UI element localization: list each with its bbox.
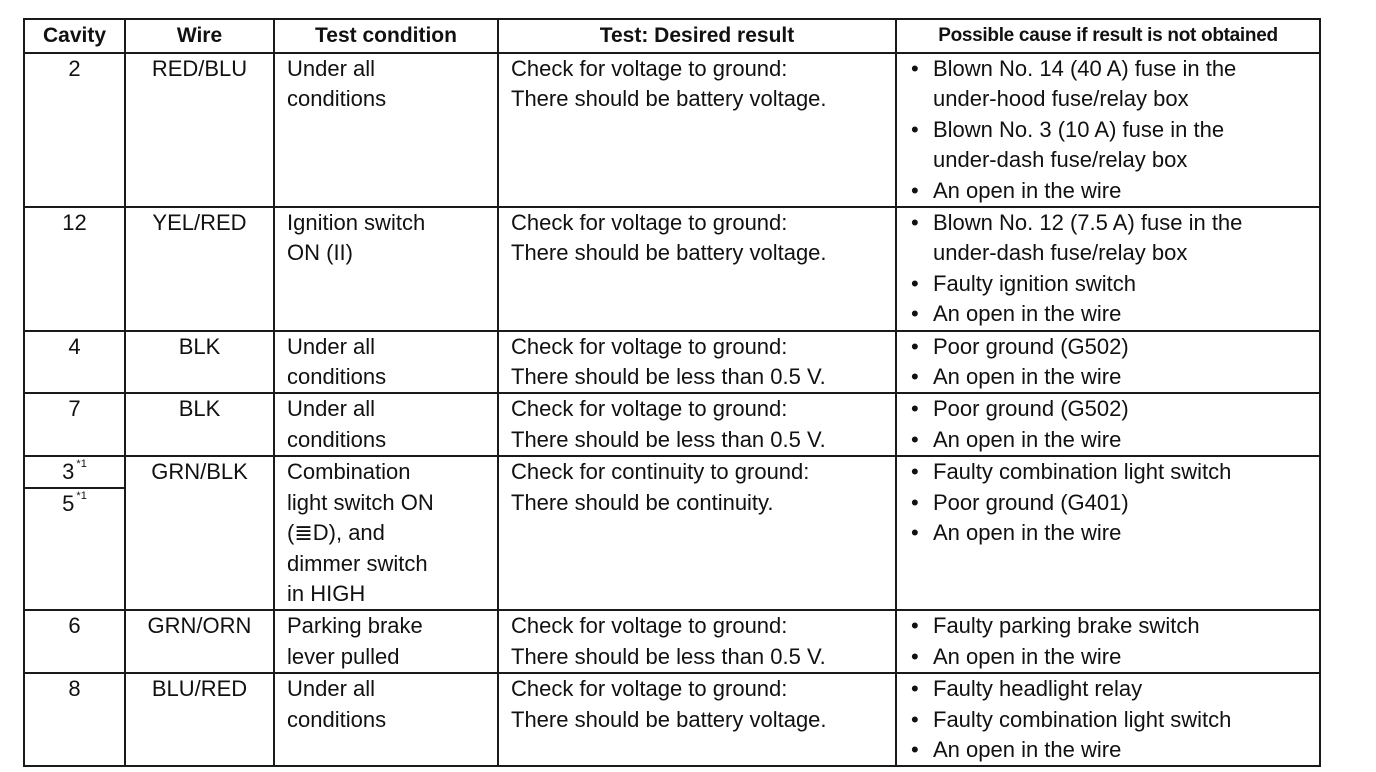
condition-line: in HIGH <box>287 580 366 606</box>
cause-item: • Faulty ignition switch <box>909 269 1319 299</box>
cause-item: • An open in the wire <box>909 362 1319 392</box>
cause-cell <box>896 393 1320 456</box>
bullet-icon: • <box>911 396 919 422</box>
result-line: Check for voltage to ground: <box>511 613 788 639</box>
header-wire: Wire <box>125 19 274 53</box>
cavity-cell: 12 <box>24 207 125 331</box>
cause-cell <box>896 610 1320 673</box>
cause-item: • An open in the wire <box>909 735 1319 765</box>
cause-item: • An open in the wire <box>909 642 1319 672</box>
result-line: There should be battery voltage. <box>511 240 827 266</box>
condition-line: conditions <box>287 86 387 112</box>
cavity-cell: 7 <box>24 393 125 456</box>
header-test-condition: Test condition <box>274 19 498 53</box>
bullet-icon: • <box>911 520 919 546</box>
result-cell <box>498 331 896 394</box>
bullet-icon: • <box>911 364 919 390</box>
cavity-cell: 8 <box>24 673 125 766</box>
cause-item: • Poor ground (G502) <box>909 332 1319 362</box>
cause-item: • Faulty combination light switch <box>909 705 1319 735</box>
result-cell <box>498 673 896 766</box>
cause-item: • Blown No. 3 (10 A) fuse in the <box>909 115 1319 145</box>
result-line: There should be battery voltage. <box>511 86 827 112</box>
header-desired-result: Test: Desired result <box>498 19 896 53</box>
table-row <box>24 53 1320 207</box>
condition-line: Under all <box>287 676 376 702</box>
result-line: There should be less than 0.5 V. <box>511 426 826 452</box>
bullet-icon: • <box>911 301 919 327</box>
cause-item: • Blown No. 14 (40 A) fuse in the <box>909 54 1319 84</box>
condition-cell <box>274 53 498 207</box>
bullet-icon: • <box>911 736 919 762</box>
header-cavity: Cavity <box>24 19 125 53</box>
wire-cell: BLK <box>125 331 274 394</box>
cause-item-continued: under-dash fuse/relay box <box>933 147 1188 173</box>
condition-cell <box>274 331 498 394</box>
cause-item: • Blown No. 12 (7.5 A) fuse in the <box>909 208 1319 238</box>
condition-line: Combination <box>287 459 411 485</box>
cause-item: • Poor ground (G502) <box>909 394 1319 424</box>
cause-item: • Poor ground (G401) <box>909 488 1319 518</box>
cause-item: • Faulty headlight relay <box>909 674 1319 704</box>
wire-cell: GRN/ORN <box>125 610 274 673</box>
condition-line: ON (II) <box>287 240 353 266</box>
result-line: Check for voltage to ground: <box>511 676 788 702</box>
result-line: Check for voltage to ground: <box>511 333 788 359</box>
wire-cell: GRN/BLK <box>125 456 274 610</box>
bullet-icon: • <box>911 706 919 732</box>
result-cell <box>498 207 896 331</box>
bullet-icon: • <box>911 270 919 296</box>
condition-line: (≣D), and <box>287 520 385 546</box>
cause-item: • An open in the wire <box>909 299 1319 329</box>
table-row <box>24 456 1320 610</box>
result-line: There should be less than 0.5 V. <box>511 643 826 669</box>
cause-item: • An open in the wire <box>909 425 1319 455</box>
cavity-sub-cell: 5 $^{*1}$ <box>62 490 87 517</box>
condition-line: Parking brake <box>287 613 423 639</box>
table-header-row <box>24 19 1320 53</box>
table-row <box>24 393 1320 456</box>
cause-item-continued: under-dash fuse/relay box <box>933 240 1188 266</box>
result-line: Check for voltage to ground: <box>511 396 788 422</box>
cause-cell <box>896 456 1320 610</box>
cavity-sub-cell: 3 $^{*1}$ <box>25 457 124 489</box>
cause-item-continued: under-hood fuse/relay box <box>933 86 1189 112</box>
table-row <box>24 331 1320 394</box>
condition-line: light switch ON <box>287 489 434 515</box>
bullet-icon: • <box>911 56 919 81</box>
result-cell <box>498 393 896 456</box>
condition-cell <box>274 456 498 610</box>
result-line: There should be battery voltage. <box>511 706 827 732</box>
result-line: There should be less than 0.5 V. <box>511 364 826 390</box>
table-row <box>24 610 1320 673</box>
result-cell <box>498 610 896 673</box>
footnote-mark: *1 <box>76 490 87 503</box>
result-line: Check for voltage to ground: <box>511 56 788 81</box>
condition-line: Ignition switch <box>287 210 426 236</box>
cause-item: • Faulty combination light switch <box>909 457 1319 487</box>
table-row <box>24 673 1320 766</box>
bullet-icon: • <box>911 489 919 515</box>
bullet-icon: • <box>911 116 919 142</box>
wire-cell: RED/BLU <box>125 53 274 207</box>
header-possible-cause: Possible cause if result is not obtained <box>896 19 1320 53</box>
result-line: There should be continuity. <box>511 489 774 515</box>
bullet-icon: • <box>911 333 919 359</box>
condition-line: conditions <box>287 426 387 452</box>
bullet-icon: • <box>911 613 919 639</box>
condition-line: Under all <box>287 333 376 359</box>
cause-item: • Faulty parking brake switch <box>909 611 1319 641</box>
condition-cell <box>274 207 498 331</box>
result-line: Check for voltage to ground: <box>511 210 788 236</box>
wire-cell: YEL/RED <box>125 207 274 331</box>
result-cell <box>498 53 896 207</box>
condition-line: Under all <box>287 396 376 422</box>
bullet-icon: • <box>911 676 919 702</box>
cavity-cell: 2 <box>24 53 125 207</box>
condition-cell <box>274 673 498 766</box>
bullet-icon: • <box>911 177 919 203</box>
bullet-icon: • <box>911 426 919 452</box>
bullet-icon: • <box>911 643 919 669</box>
cavity-cell: 6 <box>24 610 125 673</box>
cavity-cell: 4 <box>24 331 125 394</box>
condition-cell <box>274 393 498 456</box>
cause-cell <box>896 331 1320 394</box>
cause-cell <box>896 673 1320 766</box>
condition-line: conditions <box>287 706 387 732</box>
wire-cell: BLU/RED <box>125 673 274 766</box>
cause-item: • An open in the wire <box>909 176 1319 206</box>
condition-line: Under all <box>287 56 376 81</box>
cause-item: • An open in the wire <box>909 518 1319 548</box>
bullet-icon: • <box>911 210 919 236</box>
result-cell <box>498 456 896 610</box>
cause-cell <box>896 207 1320 331</box>
cavity-cell <box>24 456 125 610</box>
troubleshooting-table <box>23 18 1321 767</box>
condition-line: conditions <box>287 364 387 390</box>
wire-cell: BLK <box>125 393 274 456</box>
bullet-icon: • <box>911 459 919 485</box>
cause-cell <box>896 53 1320 207</box>
condition-line: lever pulled <box>287 643 400 669</box>
footnote-mark: *1 <box>76 458 87 471</box>
table-row <box>24 207 1320 331</box>
result-line: Check for continuity to ground: <box>511 459 810 485</box>
condition-line: dimmer switch <box>287 550 428 576</box>
condition-cell <box>274 610 498 673</box>
